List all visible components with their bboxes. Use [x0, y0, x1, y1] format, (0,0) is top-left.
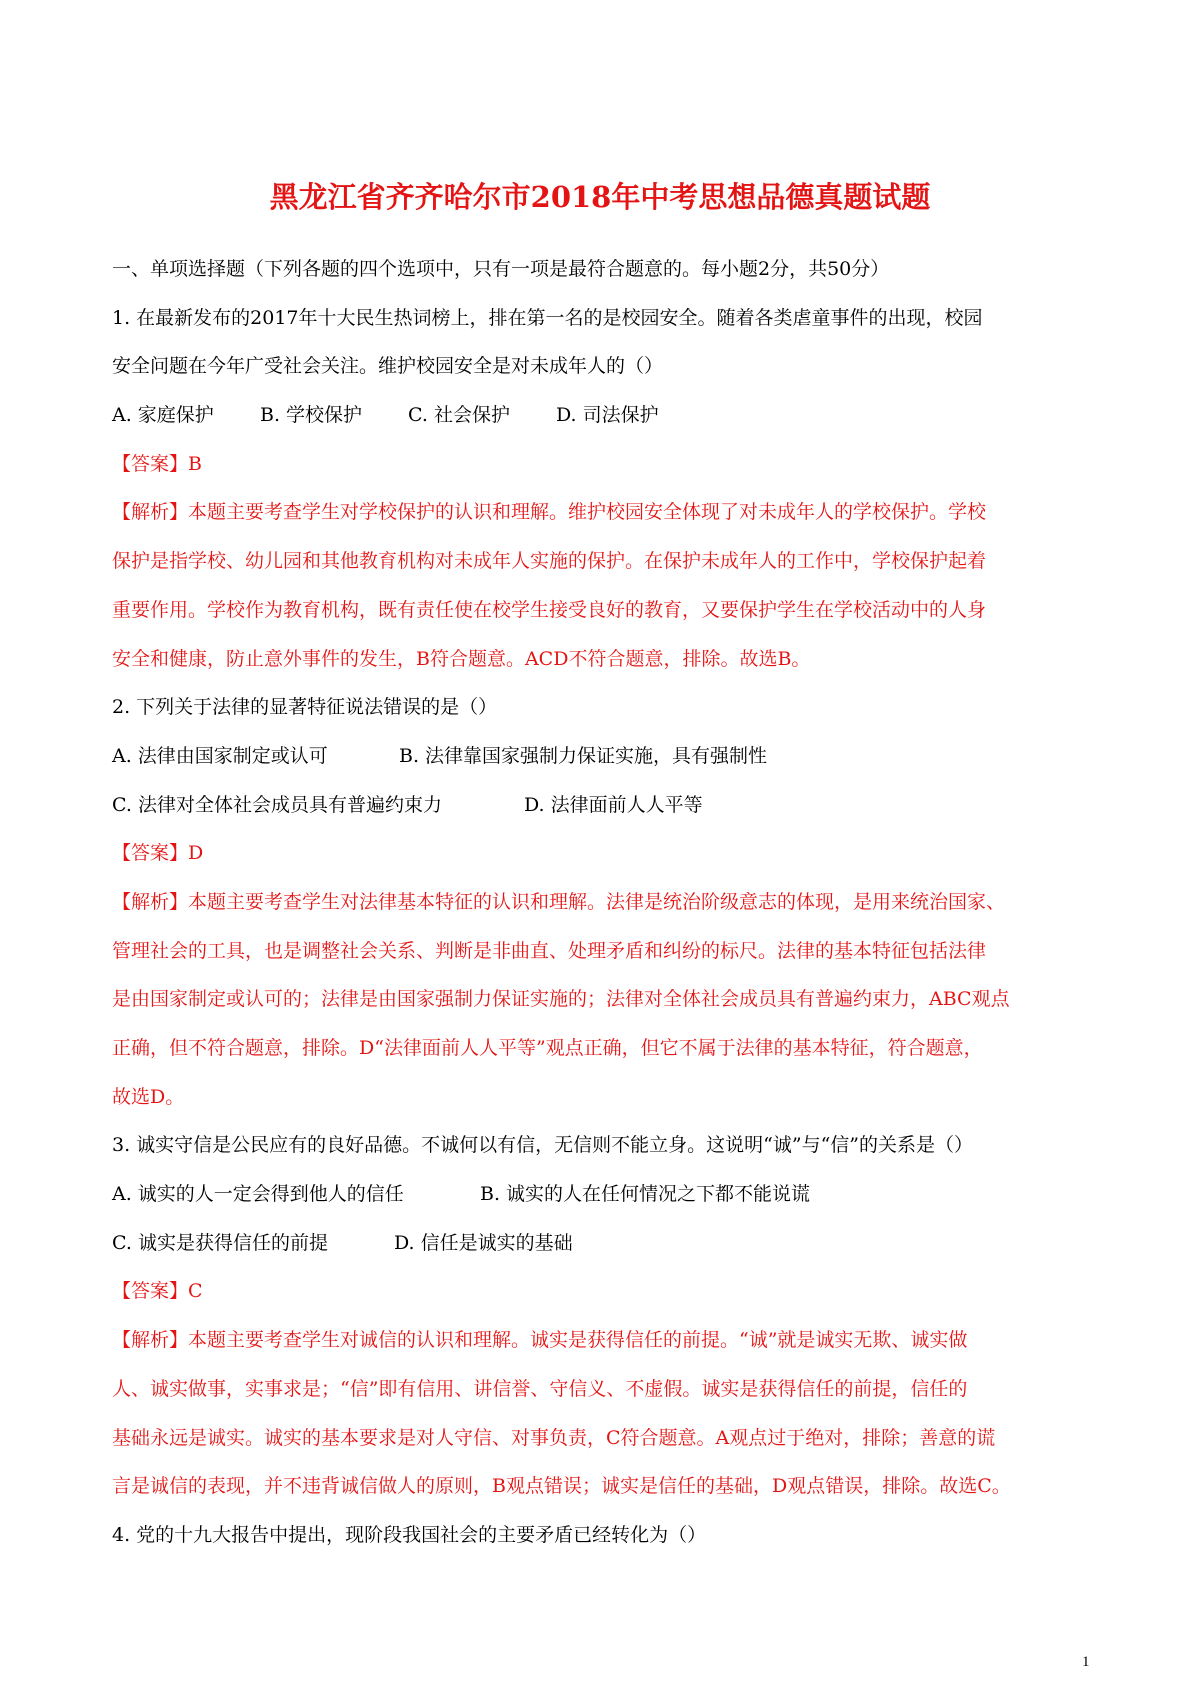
question-1	[112, 294, 1102, 684]
option-a: A. 法律由国家制定或认可	[112, 744, 328, 767]
option-a: A. 家庭保护	[112, 404, 214, 427]
analysis-line: 【解析】本题主要考查学生对学校保护的认识和理解。维护校园安全体现了对未成年人的学校保护。学校	[112, 501, 987, 524]
analysis-line: 是由国家制定或认可的；法律是由国家强制力保证实施的；法律对全体社会成员具有普遍约束力，ABC观点	[112, 988, 1010, 1011]
question-stem-line: 安全问题在今年广受社会关注。维护校园安全是对未成年人的（）	[112, 355, 664, 378]
question-4	[112, 1511, 1102, 1560]
answer-label: 【答案】B	[112, 452, 202, 475]
option-d: D. 法律面前人人平等	[524, 793, 703, 816]
option-row	[112, 1170, 1102, 1219]
analysis-line: 人、诚实做事，实事求是；“信”即有信用、讲信誉、守信义、不虚假。诚实是获得信任的前提，信任的	[112, 1377, 968, 1400]
analysis-line: 言是诚信的表现，并不违背诚信做人的原则，B观点错误；诚实是信任的基础，D观点错误，排除。故选C。	[112, 1475, 1011, 1498]
document-body	[112, 245, 1102, 1560]
answer-label: 【答案】D	[112, 842, 204, 865]
option-row	[112, 1219, 1102, 1268]
analysis-line: 安全和健康，防止意外事件的发生，B符合题意。ACD不符合题意，排除。故选B。	[112, 647, 811, 670]
option-b: B. 学校保护	[260, 404, 363, 427]
document-title: 黑龙江省齐齐哈尔市2018年中考思想品德真题试题	[269, 180, 931, 214]
option-row	[112, 781, 1102, 830]
analysis-line: 正确，但不符合题意，排除。D“法律面前人人平等”观点正确，但它不属于法律的基本特征，符合题意，	[112, 1037, 983, 1059]
analysis-line: 管理社会的工具，也是调整社会关系、判断是非曲直、处理矛盾和纠纷的标尺。法律的基本特征包括法律	[112, 939, 987, 962]
question-2	[112, 683, 1102, 1121]
option-c: C. 社会保护	[408, 404, 510, 427]
analysis-line: 重要作用。学校作为教育机构，既有责任使在校学生接受良好的教育，又要保护学生在学校活动中的人身	[112, 598, 987, 621]
option-c: C. 诚实是获得信任的前提	[112, 1231, 328, 1254]
option-a: A. 诚实的人一定会得到他人的信任	[112, 1183, 404, 1206]
question-stem-line: 4. 党的十九大报告中提出，现阶段我国社会的主要矛盾已经转化为（）	[112, 1523, 707, 1546]
option-d: D. 信任是诚实的基础	[394, 1231, 573, 1254]
question-stem-line: 1. 在最新发布的2017年十大民生热词榜上，排在第一名的是校园安全。随着各类虐童事件的出现，校园	[112, 306, 983, 329]
answer-label: 【答案】C	[112, 1280, 203, 1303]
option-b: B. 诚实的人在任何情况之下都不能说谎	[480, 1183, 811, 1206]
section-heading: 一、单项选择题（下列各题的四个选项中，只有一项是最符合题意的。每小题2分，共50分）	[112, 258, 890, 280]
option-row	[112, 732, 1102, 781]
question-3	[112, 1121, 1102, 1511]
analysis-line: 故选D。	[112, 1085, 185, 1108]
option-c: C. 法律对全体社会成员具有普遍约束力	[112, 793, 442, 816]
option-d: D. 司法保护	[556, 404, 659, 427]
analysis-line: 【解析】本题主要考查学生对诚信的认识和理解。诚实是获得信任的前提。“诚”就是诚实无欺、诚实做	[112, 1329, 968, 1352]
question-stem-line: 3. 诚实守信是公民应有的良好品德。不诚何以有信，无信则不能立身。这说明“诚”与“信”的关系是（）	[112, 1134, 974, 1157]
option-row	[112, 391, 1102, 440]
option-b: B. 法律靠国家强制力保证实施，具有强制性	[399, 744, 768, 767]
analysis-line: 保护是指学校、幼儿园和其他教育机构对未成年人实施的保护。在保护未成年人的工作中，学校保护起着	[112, 550, 987, 573]
analysis-line: 【解析】本题主要考查学生对法律基本特征的认识和理解。法律是统治阶级意志的体现，是用来统治国家、	[112, 890, 1006, 913]
question-stem-line: 2. 下列关于法律的显著特征说法错误的是（）	[112, 696, 498, 719]
analysis-line: 基础永远是诚实。诚实的基本要求是对人守信、对事负责，C符合题意。A观点过于绝对，排除；善意的谎	[112, 1426, 996, 1449]
page-number: 1	[1082, 1654, 1090, 1670]
